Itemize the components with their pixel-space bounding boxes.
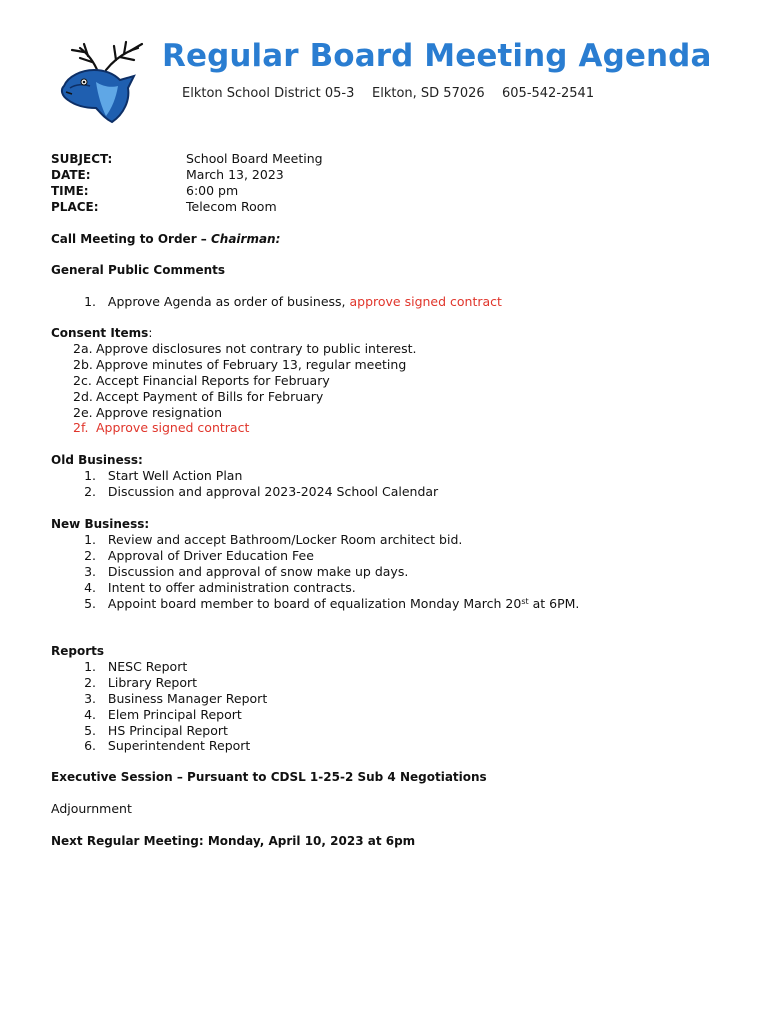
item-number: 5. [84,722,96,738]
list-item [51,341,417,357]
district-phone: 605-542-2541 [502,86,595,101]
item-text: Approve minutes of February 13, regular meeting [96,356,407,372]
adjournment [51,801,132,817]
item-number: 3. [84,690,96,706]
item-number: 5. [84,595,96,611]
item-number: 2e. [73,404,93,420]
item-text: Approve signed contract [96,420,250,436]
place-value: Telecom Room [186,199,277,214]
executive-session [51,769,487,785]
old-business-heading: Old Business: [51,453,143,467]
meta-row-time [51,183,323,199]
list-item [51,357,417,373]
consent-items-section [51,325,417,436]
item-text-highlight: approve signed contract [349,294,502,309]
call-to-order [51,231,280,247]
item-text: Approve disclosures not contrary to public interest. [96,341,417,356]
consent-heading: Consent Items [51,326,149,340]
reports-heading: Reports [51,644,105,658]
adjournment-text: Adjournment [51,801,132,816]
chairman-label: Chairman: [210,232,281,246]
item-number: 4. [84,706,96,722]
list-item [51,580,579,596]
list-item [51,691,267,707]
executive-session-heading: Executive Session – Pursuant to CDSL 1-25-2 Sub 4 Negotiations [51,770,487,784]
public-comments-section [51,262,502,310]
item-text: Discussion and approval 2023-2024 School Calendar [107,483,439,499]
item-text: Intent to offer administration contracts. [107,579,356,595]
list-item [51,548,579,564]
district-name: Elkton School District 05-3 [182,86,355,101]
item-text: Appoint board member to board of equalization Monday March 20 [107,595,522,611]
subject-value: School Board Meeting [186,151,323,166]
list-item [51,373,417,389]
item-text: Approve Agenda as order of business, [107,294,350,309]
item-text-tail: at 6PM. [528,595,580,611]
item-text: Elem Principal Report [107,706,242,722]
consent-heading-colon: : [148,326,153,340]
elk-head-logo-icon [50,38,146,126]
district-location: Elkton, SD 57026 [372,86,485,101]
item-number: 2a. [73,341,93,356]
meta-row-place [51,199,323,215]
list-item [51,532,579,548]
item-number: 1. [84,294,96,309]
page-title: Regular Board Meeting Agenda [162,38,712,74]
item-number: 2f. [73,420,89,436]
list-item [51,738,267,754]
item-text: Approval of Driver Education Fee [107,547,314,563]
list-item [51,723,267,739]
list-item [51,675,267,691]
list-item [51,564,579,580]
call-to-order-text: Call Meeting to Order – [51,232,211,246]
public-comments-heading: General Public Comments [51,263,226,277]
item-text: Business Manager Report [107,690,268,706]
subject-label: SUBJECT: [51,152,113,166]
item-number: 1. [84,468,96,483]
item-number: 1. [84,532,96,547]
item-number: 6. [84,738,96,754]
date-value: March 13, 2023 [186,167,284,182]
meeting-meta [51,151,323,215]
list-item [51,707,267,723]
list-item [51,659,267,675]
list-item [51,420,417,436]
item-text: Start Well Action Plan [107,468,243,483]
item-text: Accept Payment of Bills for February [96,388,324,404]
date-label: DATE: [51,168,91,182]
list-item [51,405,417,421]
list-item [51,468,438,484]
list-item [51,596,579,612]
item-number: 1. [84,659,96,674]
item-number: 4. [84,579,96,595]
ordinal-suffix: st [521,596,529,606]
item-number: 2. [84,674,96,690]
item-number: 2b. [73,356,93,372]
list-item [51,389,417,405]
reports-section [51,643,267,754]
item-number: 3. [84,563,96,579]
item-text: Library Report [107,674,198,690]
item-text: NESC Report [107,659,188,674]
item-number: 2. [84,483,96,499]
place-label: PLACE: [51,200,99,214]
consent-list [51,341,417,436]
list-item [51,294,502,310]
new-business-section [51,516,579,611]
item-number: 2c. [73,372,92,388]
item-number: 2d. [73,388,93,404]
item-text: Approve resignation [96,404,222,420]
meta-row-subject [51,151,323,167]
list-item [51,484,438,500]
time-label: TIME: [51,184,89,198]
meta-row-date [51,167,323,183]
next-meeting-text: Next Regular Meeting: Monday, April 10, 2023 at 6pm [51,834,416,848]
item-number: 2. [84,547,96,563]
item-text: Discussion and approval of snow make up days. [107,563,409,579]
old-business-section [51,452,438,500]
next-meeting [51,833,415,849]
item-text: Review and accept Bathroom/Locker Room architect bid. [107,532,463,547]
new-business-heading: New Business: [51,517,150,531]
time-value: 6:00 pm [186,183,239,198]
item-text: Accept Financial Reports for February [96,372,330,388]
item-text: Superintendent Report [107,738,251,754]
item-text: HS Principal Report [107,722,228,738]
